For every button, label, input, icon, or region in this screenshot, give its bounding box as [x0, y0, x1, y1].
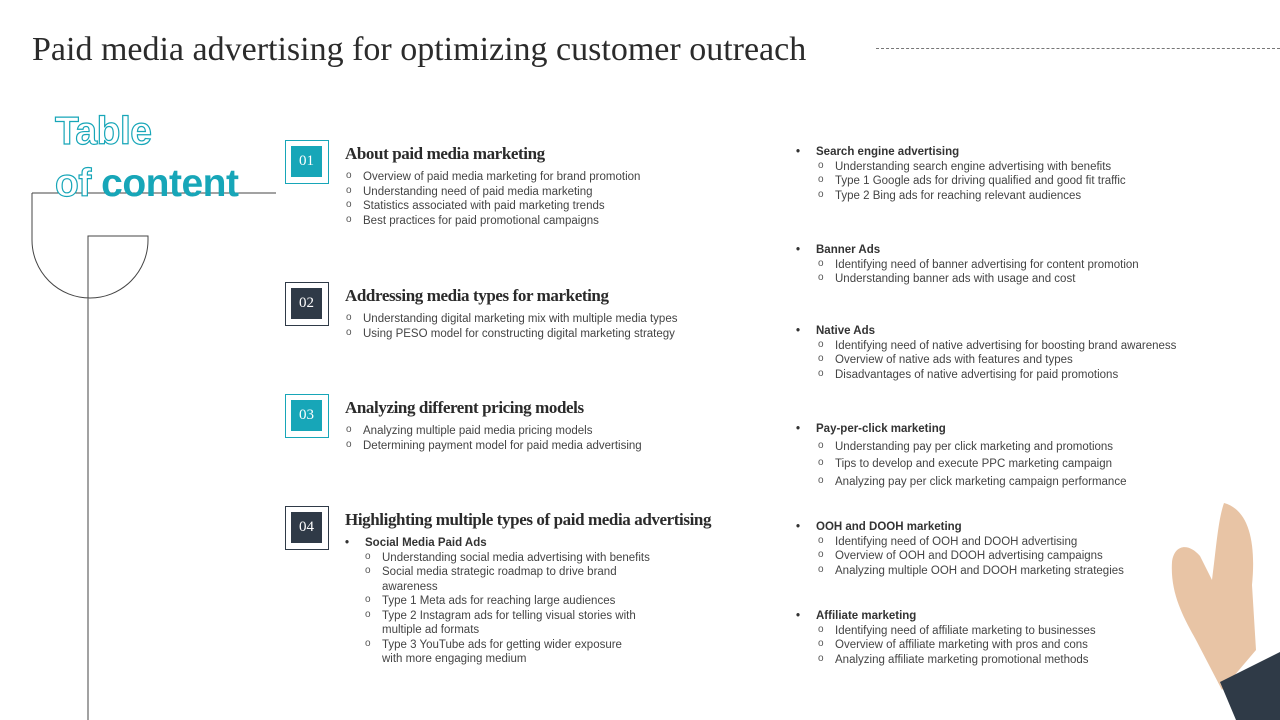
list-item: o Type 2 Instagram ads for telling visual stories with multiple ad formats	[364, 609, 652, 638]
section-title[interactable]: Analyzing different pricing models	[345, 398, 584, 417]
list-item: o Overview of native ads with features and types	[817, 353, 1216, 368]
list-item: o Analyzing pay per click marketing campaign performance	[817, 475, 1216, 490]
list-item: o Overview of affiliate marketing with pros and cons	[817, 638, 1216, 653]
hand-icon	[1172, 503, 1256, 690]
list-item: o Type 1 Google ads for driving qualified and good fit traffic	[817, 174, 1216, 189]
list-item: o Statistics associated with paid marketing trends	[345, 199, 745, 214]
list-item: o Understanding search engine advertising with benefits	[817, 160, 1216, 175]
list-item: o Tips to develop and execute PPC marketing campaign	[817, 457, 1216, 472]
list-item: o Overview of paid media marketing for brand promotion	[345, 170, 745, 185]
list-item: o Analyzing multiple OOH and DOOH marketing strategies	[817, 564, 1216, 579]
list-item: o Identifying need of affiliate marketing to businesses	[817, 624, 1216, 639]
list-item: o Understanding pay per click marketing and promotions	[817, 440, 1216, 455]
group-title: • Affiliate marketing	[796, 609, 1216, 624]
list-item: o Best practices for paid promotional campaigns	[345, 214, 745, 229]
list-item: o Type 1 Meta ads for reaching large audiences	[364, 594, 675, 609]
list-item: o Disadvantages of native advertising for paid promotions	[817, 368, 1216, 383]
list-item: o Type 2 Bing ads for reaching relevant audiences	[817, 189, 1216, 204]
list-item: o Understanding need of paid media marketing	[345, 185, 745, 200]
section-title[interactable]: Addressing media types for marketing	[345, 286, 609, 305]
list-item: o Analyzing affiliate marketing promotional methods	[817, 653, 1216, 668]
list-item: o Identifying need of OOH and DOOH advertising	[817, 535, 1216, 550]
list-item: o Understanding banner ads with usage and cost	[817, 272, 1216, 287]
section-number: 03	[291, 400, 322, 431]
list-item: o Identifying need of native advertising for boosting brand awareness	[817, 339, 1216, 354]
toc-heading-content: content	[101, 162, 239, 205]
page-title: Paid media advertising for optimizing customer outreach	[32, 31, 807, 68]
group-title: • Native Ads	[796, 324, 1216, 339]
group-title: • Banner Ads	[796, 243, 1216, 258]
list-item: o Understanding digital marketing mix with multiple media types	[345, 312, 745, 327]
list-item: o Determining payment model for paid media advertising	[345, 439, 745, 454]
group-title: • OOH and DOOH marketing	[796, 520, 1216, 535]
list-item: o Using PESO model for constructing digital marketing strategy	[345, 327, 745, 342]
list-item: o Identifying need of banner advertising for content promotion	[817, 258, 1216, 273]
toc-heading-line1: Table	[55, 110, 152, 153]
group-title: • Social Media Paid Ads	[345, 536, 675, 551]
list-item: o Type 3 YouTube ads for getting wider exposure with more engaging medium	[364, 638, 642, 667]
list-item: o Understanding social media advertising with benefits	[364, 551, 675, 566]
list-item: o Social media strategic roadmap to drive brand awareness	[364, 565, 675, 594]
group-title: • Pay-per-click marketing	[796, 422, 1216, 437]
list-item: o Analyzing multiple paid media pricing models	[345, 424, 745, 439]
group-title: • Search engine advertising	[796, 145, 1216, 160]
section-number: 04	[291, 512, 322, 543]
section-title[interactable]: Highlighting multiple types of paid media advertising	[345, 510, 712, 529]
section-number: 02	[291, 288, 322, 319]
toc-heading-of: of	[55, 162, 91, 205]
section-title[interactable]: About paid media marketing	[345, 144, 545, 163]
list-item: o Overview of OOH and DOOH advertising campaigns	[817, 549, 1216, 564]
section-number: 01	[291, 146, 322, 177]
